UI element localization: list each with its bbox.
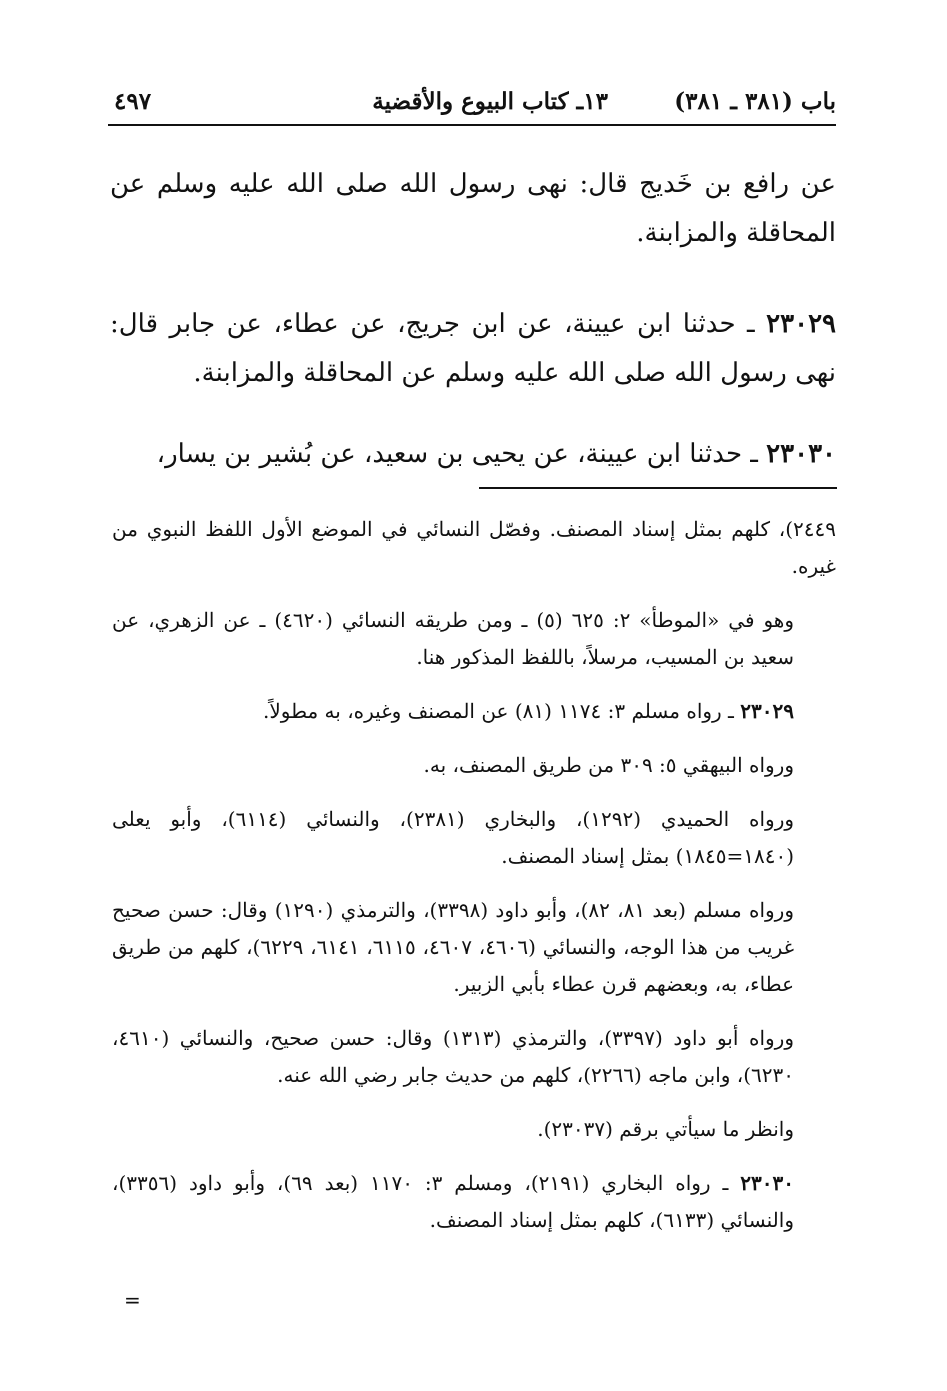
footnote-paragraph: وانظر ما سيأتي برقم (٢٣٠٣٧). — [537, 1117, 794, 1141]
footnote-paragraph: وهو في «الموطأ» ٢: ٦٢٥ (٥) ـ ومن طريقه النسائي (٤٦٢٠) ـ عن الزهري، عن سعيد بن المسيب، مرسلاً، باللفظ المذكور هنا. — [112, 608, 794, 669]
continuation-mark: = — [124, 1288, 141, 1312]
hadith-number: ٢٣٠٣٠ — [766, 439, 836, 469]
hadith-text: ـ حدثنا ابن عيينة، عن ابن جريج، عن عطاء، عن جابر قال: نهى رسول الله صلى الله عليه وسلم عن المحاقلة والمزابنة. — [110, 309, 836, 388]
header-rule — [108, 124, 836, 126]
footnote-paragraph: ورواه أبو داود (٣٣٩٧)، والترمذي (١٣١٣) وقال: حسن صحيح، والنسائي (٤٦١٠، ٦٢٣٠)، وابن ماجه (٢٢٦٦)، كلهم من حديث جابر رضي الله عنه. — [112, 1026, 794, 1087]
footnote-entry-23029 — [112, 693, 836, 730]
footnotes — [112, 511, 836, 1256]
hadith-23030 — [110, 430, 836, 479]
footnote-entry-23030 — [112, 1165, 836, 1239]
footnote-paragraph: ٢٤٤٩)، كلهم بمثل إسناد المصنف. وفصّل النسائي في الموضع الأول اللفظ النبوي من غيره. — [112, 517, 836, 578]
hadith-text: عن رافع بن خَديج قال: نهى رسول الله صلى الله عليه وسلم عن المحاقلة والمزابنة. — [110, 169, 836, 248]
footnote-number: ٢٣٠٣٠ — [740, 1171, 794, 1195]
hadith-continuation — [110, 160, 836, 258]
running-header — [108, 84, 836, 126]
footnote-text: ـ رواه مسلم ٣: ١١٧٤ (٨١) عن المصنف وغيره، به مطولاً. — [262, 699, 741, 723]
footnote-paragraph: ورواه مسلم (بعد ٨١، ٨٢)، وأبو داود (٣٣٩٨)، والترمذي (١٢٩٠) وقال: حسن صحيح غريب من هذا الوجه، والنسائي (٤٦٠٦، ٤٦٠٧، ٦١١٥، ٦١٤١، ٦٢٢٩)، كلهم من طريق عطاء، به، وبعضهم قرن عطاء بأبي الزبير. — [112, 898, 795, 996]
hadith-number: ٢٣٠٢٩ — [766, 309, 836, 339]
main-text — [110, 160, 836, 511]
footnote-paragraph: ورواه البيهقي ٥: ٣٠٩ من طريق المصنف، به. — [423, 753, 794, 777]
hadith-23029 — [110, 300, 836, 398]
footnote-paragraph: ورواه الحميدي (١٢٩٢)، والبخاري (٢٣٨١)، والنسائي (٦١١٤)، وأبو يعلى (١٨٤٠=١٨٤٥) بمثل إسناد المصنف. — [112, 807, 795, 868]
footnote-number: ٢٣٠٢٩ — [740, 699, 794, 723]
book-title: ١٣ـ كتاب البيوع والأقضية — [372, 88, 608, 115]
chapter-title: باب (٣٨١ ـ ٣٨١) — [674, 88, 836, 115]
page-number: ٤٩٧ — [114, 88, 152, 115]
hadith-text: ـ حدثنا ابن عيينة، عن يحيى بن سعيد، عن بُشير بن يسار، — [156, 439, 767, 469]
footnote-separator — [479, 487, 837, 489]
footnote-text: ـ رواه البخاري (٢١٩١)، ومسلم ٣: ١١٧٠ (بعد ٦٩)، وأبو داود (٣٣٥٦)، والنسائي (٦١٣٣)، كلهم بمثل إسناد المصنف. — [112, 1171, 794, 1232]
